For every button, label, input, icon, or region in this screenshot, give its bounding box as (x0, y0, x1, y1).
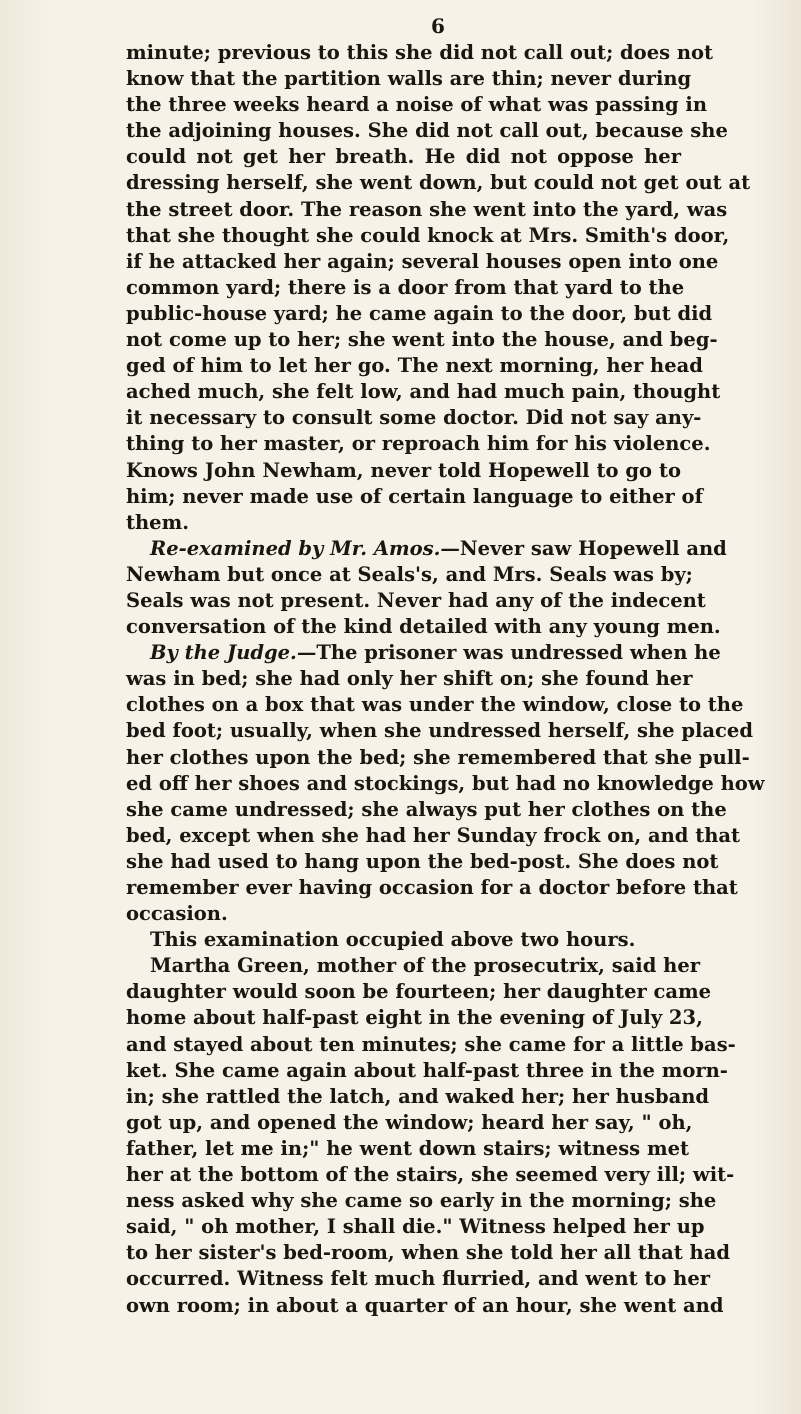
line-text: ached much, she felt low, and had much pain, thought (126, 380, 721, 404)
line-text: clothes on a box that was under the window, close to the (126, 693, 744, 717)
text-line (126, 771, 765, 797)
line-text: got up, and opened the window; heard her say, " oh, (126, 1110, 693, 1134)
line-text: it necessary to consult some doctor. Did not say any- (126, 406, 702, 430)
text-line (126, 718, 753, 744)
line-text: ged of him to let her go. The next morning, her head (126, 354, 703, 378)
text-line (126, 249, 719, 275)
line-text: she came undressed; she always put her clothes on the (126, 797, 727, 821)
text-line (126, 92, 708, 118)
line-text: —The prisoner was undressed when he (296, 641, 721, 665)
line-text: remember ever having occasion for a doctor before that (126, 876, 738, 899)
line-text: to her sister's bed-room, when she told her all that had (126, 1241, 730, 1265)
line-text: them. (126, 510, 190, 534)
text-line (126, 275, 685, 301)
line-text: if he attacked her again; several houses open into one (126, 249, 719, 273)
line-text: occasion. (126, 902, 228, 926)
text-line (126, 875, 738, 901)
text-line (126, 1005, 703, 1031)
text-line (126, 1032, 736, 1058)
line-text: her clothes upon the bed; she remembered that she pull- (126, 745, 750, 769)
text-line (126, 1110, 693, 1136)
speaker-heading: By the Judge. (150, 641, 297, 665)
text-line (126, 1240, 730, 1266)
text-line (126, 170, 751, 196)
line-text: daughter would soon be fourteen; her daughter came (126, 980, 712, 1004)
line-text: ket. She came again about half-past three in the morn- (126, 1058, 728, 1082)
text-line (126, 66, 692, 92)
line-text: This examination occupied above two hours. (150, 928, 636, 952)
line-text: in; she rattled the latch, and waked her; her husband (126, 1084, 710, 1108)
text-line (126, 536, 727, 562)
text-line (126, 1162, 735, 1188)
text-line (126, 405, 702, 431)
line-text: the three weeks heard a noise of what was passing in (126, 93, 708, 117)
text-line (126, 745, 750, 771)
line-text: minute; previous to this she did not call out; does not (126, 41, 714, 64)
line-text: occurred. Witness felt much flurried, and went to her (126, 1267, 711, 1291)
line-text: Seals was not present. Never had any of the indecent (126, 588, 706, 612)
text-line (126, 1214, 705, 1240)
line-text: common yard; there is a door from that yard to the (126, 275, 685, 299)
line-text: her at the bottom of the stairs, she seemed very ill; wit- (126, 1163, 735, 1187)
line-text: said, " oh mother, I shall die." Witness helped her up (126, 1215, 705, 1239)
text-line (126, 458, 681, 484)
text-line (126, 353, 703, 379)
line-text: she had used to hang upon the bed-post. She does not (126, 849, 719, 873)
line-text: and stayed about ten minutes; she came for a little bas- (126, 1032, 736, 1056)
text-line (126, 379, 721, 405)
text-line (126, 40, 714, 66)
line-text: Knows John Newham, never told Hopewell to go to (126, 458, 681, 482)
text-line (126, 1084, 710, 1110)
line-text: Newham but once at Seals's, and Mrs. Seals was by; (126, 562, 693, 586)
text-line (126, 223, 730, 249)
text-line (126, 197, 728, 223)
text-line (126, 301, 713, 327)
text-line (126, 562, 693, 588)
page-number: 6 (431, 14, 445, 38)
line-text: not come up to her; she went into the house, and beg- (126, 328, 718, 352)
text-line (126, 692, 744, 718)
line-text: the adjoining houses. She did not call out, because she (126, 119, 728, 143)
text-line (126, 666, 693, 692)
line-text: public-house yard; he came again to the door, but did (126, 301, 713, 325)
text-line (126, 823, 741, 849)
text-line (126, 1136, 689, 1162)
line-text: the street door. The reason she went into the yard, was (126, 197, 728, 221)
line-text: ed off her shoes and stockings, but had no knowledge how (126, 771, 765, 795)
text-line (126, 1266, 711, 1292)
text-line (126, 327, 718, 353)
body-text (126, 40, 765, 1319)
text-line (126, 979, 712, 1005)
text-line (126, 1293, 724, 1319)
text-line (126, 614, 721, 640)
text-line (126, 640, 721, 666)
text-line (126, 901, 681, 927)
line-text: father, let me in;" he went down stairs; witness met (126, 1136, 689, 1160)
text-line (126, 588, 706, 614)
text-line (126, 797, 727, 823)
line-text: bed, except when she had her Sunday frock on, and that (126, 823, 741, 847)
line-text: —Never saw Hopewell and (440, 536, 727, 560)
line-text: bed foot; usually, when she undressed herself, she placed (126, 719, 753, 743)
line-text: him; never made use of certain language to either of (126, 484, 703, 508)
line-text: that she thought she could knock at Mrs. Smith's door, (126, 223, 730, 247)
line-text: could not get her breath. He did not oppose her (126, 145, 681, 169)
line-text: home about half-past eight in the evening of July 23, (126, 1006, 703, 1030)
text-line (126, 1058, 728, 1084)
line-text: conversation of the kind detailed with any young men. (126, 615, 721, 639)
text-line (126, 1188, 717, 1214)
text-line (126, 118, 728, 144)
line-text: ness asked why she came so early in the morning; she (126, 1189, 717, 1213)
line-text: thing to her master, or reproach him for his violence. (126, 432, 711, 456)
line-text: was in bed; she had only her shift on; she found her (126, 667, 693, 691)
line-text: know that the partition walls are thin; never during (126, 67, 692, 91)
text-line (126, 927, 681, 953)
text-line (126, 484, 703, 510)
text-line (126, 849, 719, 875)
line-text: own room; in about a quarter of an hour, she went and (126, 1293, 724, 1317)
text-line (126, 431, 711, 457)
text-line (126, 510, 681, 536)
text-line (126, 144, 681, 170)
text-line (126, 953, 700, 979)
line-text: dressing herself, she went down, but could not get out at (126, 171, 751, 195)
line-text: Martha Green, mother of the prosecutrix, said her (150, 954, 700, 978)
speaker-heading: Re-examined by Mr. Amos. (150, 536, 441, 560)
